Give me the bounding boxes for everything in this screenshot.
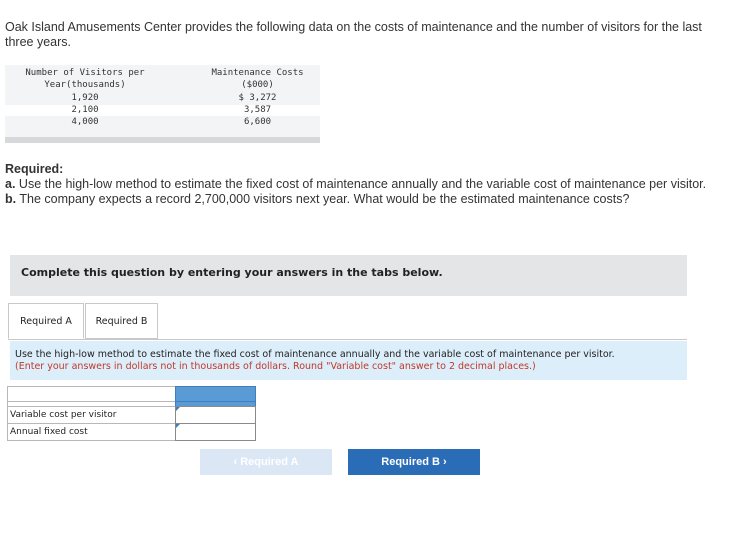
table-row xyxy=(7,406,256,424)
variable-cost-input[interactable] xyxy=(175,406,256,424)
instruction-text: Complete this question by entering your answers in the tabs below. xyxy=(21,266,443,279)
header-costs: Maintenance Costs xyxy=(211,68,304,78)
required-a: a. Use the high-low method to estimate the fixed cost of maintenance annually and the variable cost of maintenance per visitor. xyxy=(5,177,707,191)
tab-required-a[interactable]: Required A xyxy=(8,303,84,339)
data-table xyxy=(5,65,320,143)
prev-required-a-button[interactable]: ‹ Required A xyxy=(200,449,332,475)
table-row: 4,000 6,600 xyxy=(71,117,272,127)
answer-header-label xyxy=(7,386,175,402)
variable-cost-label: Variable cost per visitor xyxy=(7,406,175,424)
header-costs-unit: ($000) xyxy=(241,80,274,90)
question-note: (Enter your answers in dollars not in thousands of dollars. Round "Variable cost" answer to 2 decimal places.) xyxy=(15,361,536,372)
tab-required-b[interactable]: Required B xyxy=(85,303,158,339)
table-row xyxy=(7,423,256,441)
problem-intro: Oak Island Amusements Center provides the following data on the costs of maintenance and the number of visitors for the last three years. xyxy=(5,20,702,49)
required-heading: Required: xyxy=(5,162,64,176)
table-row: 1,920 $ 3,272 xyxy=(71,93,277,103)
required-section xyxy=(5,162,725,207)
header-visitors: Number of Visitors per xyxy=(25,68,145,78)
input-marker-icon xyxy=(176,407,180,411)
next-required-b-button[interactable]: Required B › xyxy=(348,449,480,475)
question-info xyxy=(10,341,687,380)
chevron-left-icon: ‹ xyxy=(233,456,241,468)
fixed-cost-input[interactable] xyxy=(175,423,256,441)
fixed-cost-label: Annual fixed cost xyxy=(7,423,175,441)
chevron-right-icon: › xyxy=(439,456,447,468)
input-marker-icon xyxy=(176,424,180,428)
table-bottom-bar xyxy=(5,137,320,143)
required-b: b. The company expects a record 2,700,000 visitors next year. What would be the estimated maintenance costs? xyxy=(5,192,630,206)
instruction-banner xyxy=(10,255,687,296)
table-row: 2,100 3,587 xyxy=(71,105,272,115)
tab-divider xyxy=(8,339,687,340)
header-visitors-unit: Year(thousands) xyxy=(44,80,126,90)
question-text: Use the high-low method to estimate the fixed cost of maintenance annually and the variable cost of maintenance per visitor. xyxy=(15,349,615,360)
answer-header-input xyxy=(175,386,256,402)
